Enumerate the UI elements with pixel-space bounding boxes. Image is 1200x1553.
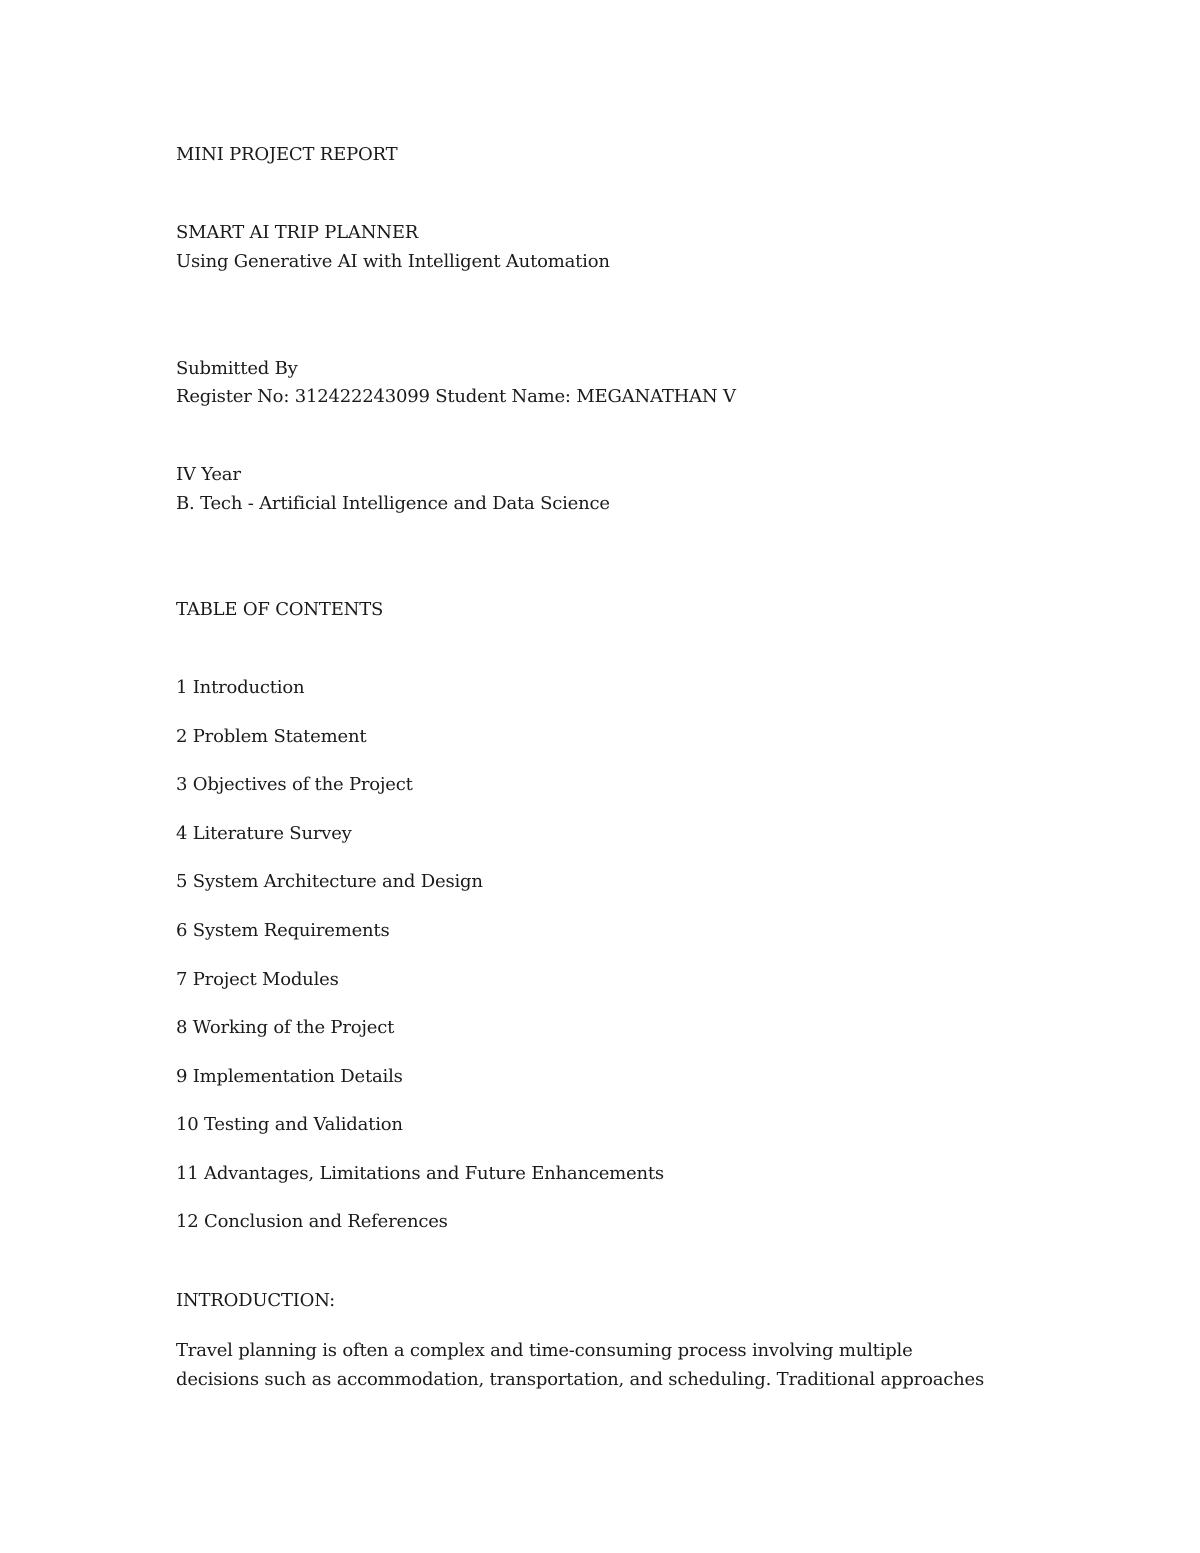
program-line: B. Tech - Artificial Intelligence and Data Science bbox=[176, 493, 610, 514]
toc-item: 4 Literature Survey bbox=[176, 823, 352, 844]
project-title: SMART AI TRIP PLANNER bbox=[176, 222, 419, 243]
introduction-line: decisions such as accommodation, transportation, and scheduling. Traditional approaches bbox=[176, 1369, 985, 1390]
toc-heading: TABLE OF CONTENTS bbox=[176, 599, 384, 620]
toc-item: 1 Introduction bbox=[176, 677, 305, 698]
toc-item: 7 Project Modules bbox=[176, 969, 339, 990]
toc-item: 3 Objectives of the Project bbox=[176, 774, 413, 795]
toc-item: 10 Testing and Validation bbox=[176, 1114, 403, 1135]
toc-item: 12 Conclusion and References bbox=[176, 1211, 448, 1232]
toc-item: 2 Problem Statement bbox=[176, 726, 367, 747]
introduction-line: Travel planning is often a complex and time-consuming process involving multiple bbox=[176, 1340, 913, 1361]
introduction-heading: INTRODUCTION: bbox=[176, 1290, 335, 1311]
toc-item: 6 System Requirements bbox=[176, 920, 390, 941]
toc-item: 11 Advantages, Limitations and Future Enhancements bbox=[176, 1163, 664, 1184]
register-line: Register No: 312422243099 Student Name: MEGANATHAN V bbox=[176, 386, 736, 407]
report-heading: MINI PROJECT REPORT bbox=[176, 144, 398, 165]
year-line: IV Year bbox=[176, 464, 241, 485]
toc-item: 9 Implementation Details bbox=[176, 1066, 403, 1087]
project-subtitle: Using Generative AI with Intelligent Automation bbox=[176, 251, 610, 272]
toc-item: 5 System Architecture and Design bbox=[176, 871, 483, 892]
toc-item: 8 Working of the Project bbox=[176, 1017, 395, 1038]
introduction-paragraph bbox=[176, 1336, 1016, 1394]
submitted-by-label: Submitted By bbox=[176, 358, 298, 379]
